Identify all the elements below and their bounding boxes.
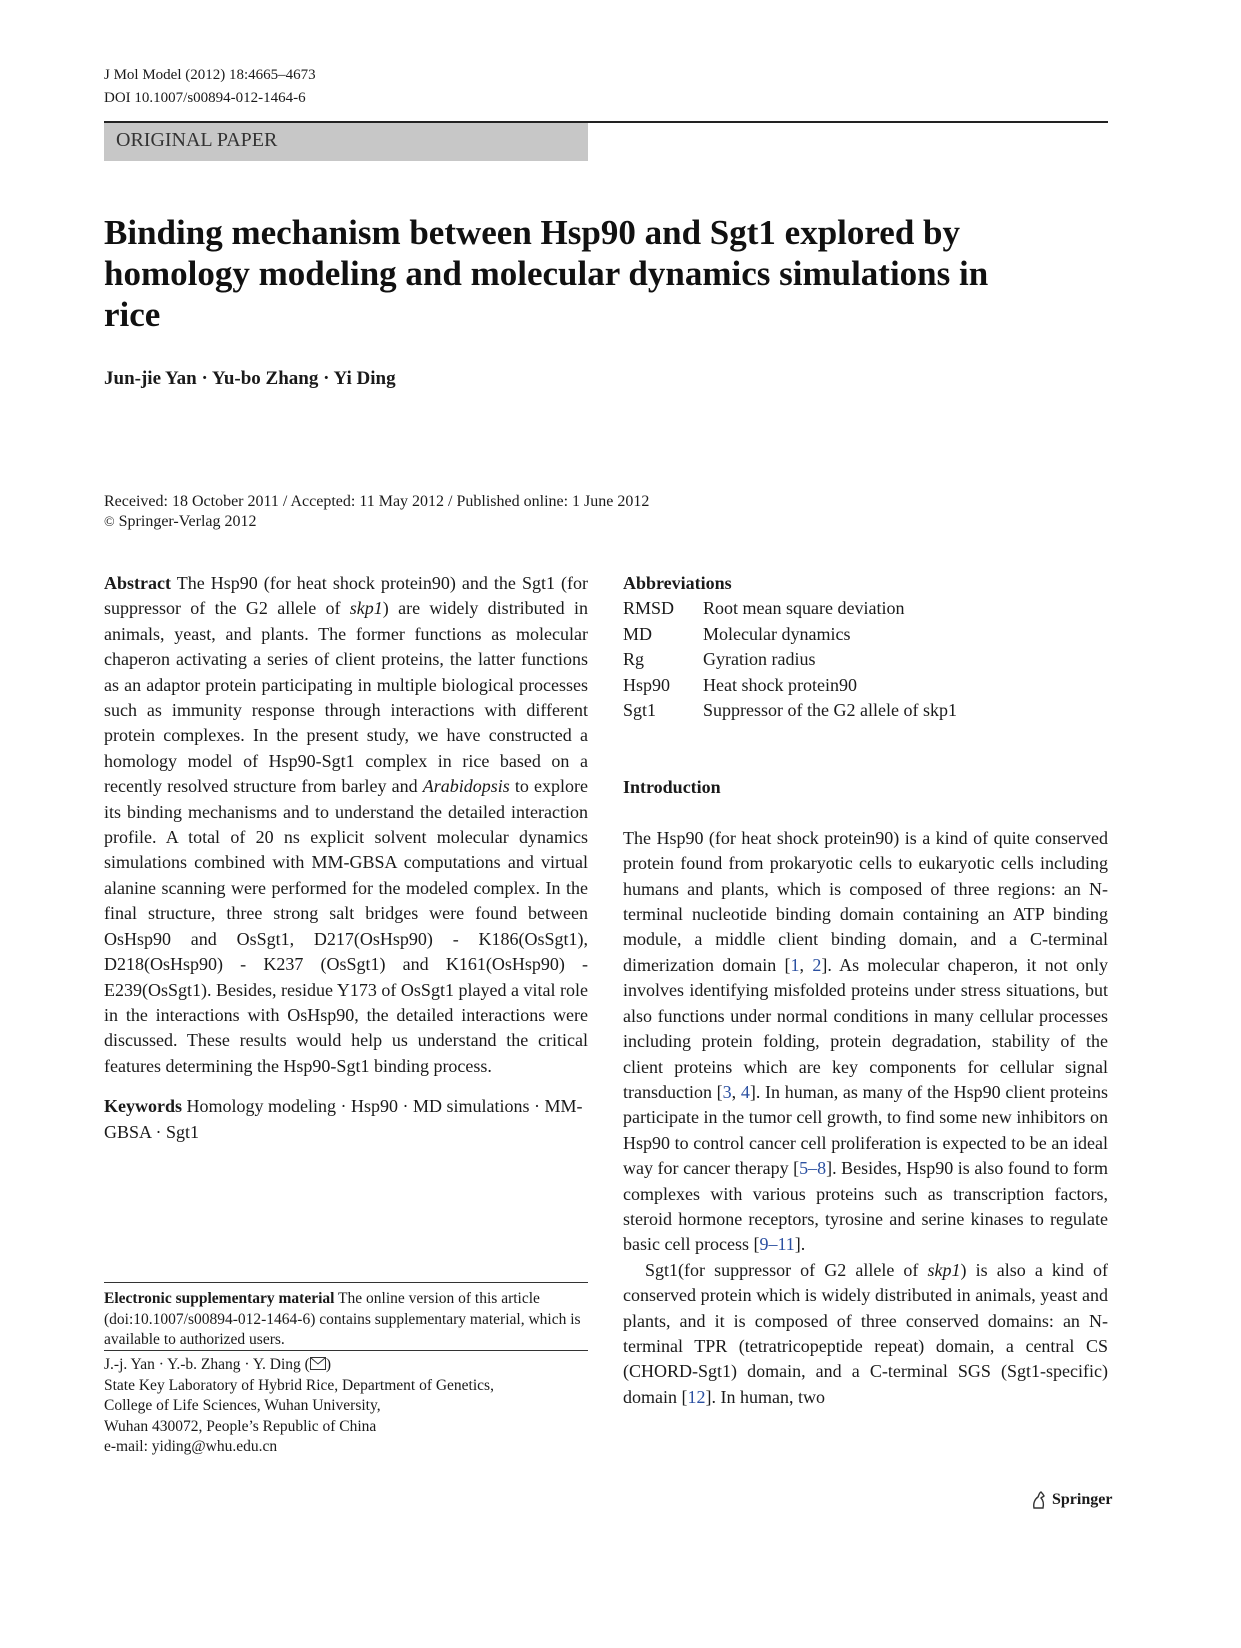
- supplementary-label: Electronic supplementary material: [104, 1290, 335, 1307]
- left-column: [104, 571, 588, 1145]
- abbreviations-heading: Abbreviations: [623, 573, 732, 593]
- history-dates: Received: 18 October 2011 / Accepted: 11 May 2012 / Published online: 1 June 2012: [104, 493, 650, 510]
- copyright-text: Springer-Verlag 2012: [118, 513, 257, 530]
- intro-text: ) is also a kind of conserved protein which is widely distributed in animals, yeast and plants, and it is composed of three conserved domains: an N-terminal TPR (tetratricopeptide repeat) domain, a central CS (CHORD-Sgt1) domain, and a C-terminal SGS (Sgt1-specific) domain [: [623, 1259, 1108, 1407]
- abbreviation-definition: Heat shock protein90: [703, 674, 857, 695]
- intro-skp1: skp1: [927, 1259, 961, 1280]
- section-tag: [104, 123, 588, 161]
- affiliation-line-2: College of Life Sciences, Wuhan University,: [104, 1397, 381, 1414]
- intro-text: ]. In human, as many of the Hsp90 client proteins participate in the tumor cell growth, to find some new inhibitors on Hsp90 to control cancer cell proliferation is expected to be an ideal way for cancer therapy [: [623, 1081, 1108, 1179]
- publisher-name: Springer: [1052, 1491, 1113, 1508]
- abbreviation-term: RMSD: [623, 598, 675, 619]
- abstract-skp1: skp1: [349, 598, 383, 619]
- keywords-text: Homology modeling · Hsp90 · MD simulations · MM-GBSA · Sgt1: [104, 1096, 583, 1142]
- journal-meta: [104, 64, 316, 110]
- copyright-line: [104, 512, 649, 533]
- introduction-paragraph-2: [623, 1258, 1108, 1410]
- intro-text: The Hsp90 (for heat shock protein90) is a kind of quite conserved protein found from prokaryotic cells to eukaryotic cells including humans and plants, which is composed of three regions: an N-terminal nucleotide binding domain containing an ATP binding module, a middle client binding domain, and a C-terminal dimerization domain [: [623, 827, 1108, 975]
- abstract-text-2: ) are widely distributed in animals, yeast, and plants. The former functions as molecular chaperon activating a series of client proteins, the latter functions as an adaptor protein participating in multiple biological processes such as immunity response through interactions with different protein complexes. In the present study, we have constructed a homology model of Hsp90-Sgt1 complex in rice based on a recently resolved structure from barley and: [104, 598, 588, 797]
- abbreviation-term: Rg: [623, 649, 645, 670]
- publisher-logo: [1030, 1490, 1112, 1510]
- abbreviation-row: [623, 596, 957, 621]
- intro-text: ,: [731, 1081, 741, 1102]
- section-tag-label: ORIGINAL PAPER: [116, 129, 278, 151]
- author-list: Jun-jie Yan · Yu-bo Zhang · Yi Ding: [104, 368, 396, 389]
- citation-link[interactable]: 12: [687, 1386, 706, 1407]
- citation-link[interactable]: 2: [812, 954, 822, 975]
- abbreviation-row: [623, 673, 957, 698]
- intro-text: Sgt1(for suppressor of G2 allele of: [645, 1259, 928, 1280]
- citation-link[interactable]: 4: [740, 1081, 750, 1102]
- citation-link[interactable]: 3: [722, 1081, 732, 1102]
- affiliation-rule: [104, 1350, 588, 1351]
- right-column: [623, 571, 1108, 1410]
- abbreviation-term: MD: [623, 623, 653, 644]
- publication-history: [104, 492, 649, 533]
- doi-line: DOI 10.1007/s00894-012-1464-6: [104, 90, 306, 106]
- abbreviation-definition: Suppressor of the G2 allele of skp1: [703, 700, 957, 721]
- intro-text: ]. Besides, Hsp90 is also found to form complexes with various proteins such as transcription factors, steroid hormone receptors, tyrosine and serine kinases to regulate basic cell process [: [623, 1158, 1108, 1255]
- intro-text: ].: [794, 1234, 806, 1255]
- supplementary-note: [104, 1282, 588, 1351]
- affiliation-authors-close: ): [325, 1356, 331, 1373]
- abbreviation-row: [623, 647, 957, 672]
- abbreviation-term: Sgt1: [623, 700, 657, 721]
- springer-horse-icon: [1030, 1490, 1048, 1510]
- supplementary-text: The online version of this article (doi:10.1007/s00894-012-1464-6) contains supplementary material, which is available to authorized users.: [104, 1290, 581, 1348]
- keywords: [104, 1094, 588, 1145]
- journal-citation: J Mol Model (2012) 18:4665–4673: [104, 67, 316, 83]
- citation-link[interactable]: 9–11: [759, 1234, 795, 1255]
- copyright-icon: ©: [104, 515, 115, 530]
- abbreviation-row: [623, 698, 957, 723]
- abbreviation-definition: Gyration radius: [703, 649, 816, 670]
- abbreviation-term: Hsp90: [623, 674, 671, 695]
- affiliation-authors-text: J.-j. Yan · Y.-b. Zhang · Y. Ding (: [104, 1356, 310, 1373]
- keywords-label: Keywords: [104, 1096, 182, 1117]
- citation-link[interactable]: 5–8: [799, 1158, 827, 1179]
- affiliation-block: [104, 1355, 588, 1458]
- intro-text: ]. As molecular chaperon, it not only involves identifying misfolded proteins under stress situations, but also functions under normal conditions in many cellular processes including protein folding, protein degradation, stability of the client proteins which are key components for cellular signal transduction [: [623, 954, 1109, 1102]
- abstract: [104, 571, 588, 1079]
- abbreviations-table: [623, 596, 957, 723]
- abbreviation-definition: Root mean square deviation: [703, 598, 905, 619]
- introduction-heading: Introduction: [623, 777, 721, 798]
- envelope-icon: [310, 1357, 326, 1370]
- abbreviation-definition: Molecular dynamics: [703, 623, 851, 644]
- affiliation-line-3: Wuhan 430072, People’s Republic of China: [104, 1417, 377, 1435]
- intro-text: ]. In human, two: [705, 1386, 825, 1407]
- citation-link[interactable]: 1: [790, 954, 800, 975]
- intro-text: ,: [799, 954, 813, 975]
- abstract-text-3: to explore its binding mechanisms and to understand the detailed interaction profile. A total of 20 ns explicit solvent molecular dynamics simulations combined with MM-GBSA computations and virtual alanine scanning were performed for the modeled complex. In the final structure, three strong salt bridges were found between OsHsp90 and OsSgt1, D217(OsHsp90) - K186(OsSgt1), D218(OsHsp90) - K237 (OsSgt1) and K161(OsHsp90) - E239(OsSgt1). Besides, residue Y173 of OsSgt1 played a vital role in the interactions with OsHsp90, the detailed interactions were discussed. These results would help us understand the critical features determining the Hsp90-Sgt1 binding process.: [104, 776, 588, 1076]
- abstract-arabidopsis: Arabidopsis: [422, 776, 510, 797]
- affiliation-line-1: State Key Laboratory of Hybrid Rice, Department of Genetics,: [104, 1376, 494, 1394]
- abbreviation-row: [623, 622, 957, 647]
- email-link[interactable]: e-mail: yiding@whu.edu.cn: [104, 1438, 278, 1455]
- abstract-label: Abstract: [104, 573, 171, 593]
- introduction-paragraph-1: [623, 826, 1108, 1258]
- abstract-text-1: The Hsp90 (for heat shock protein90) and the Sgt1 (for suppressor of the G2 allele of: [104, 573, 588, 619]
- paper-title: Binding mechanism between Hsp90 and Sgt1 explored by homology modeling and molecular dynamics simulations in rice: [104, 213, 989, 334]
- affiliation-authors: [104, 1355, 588, 1376]
